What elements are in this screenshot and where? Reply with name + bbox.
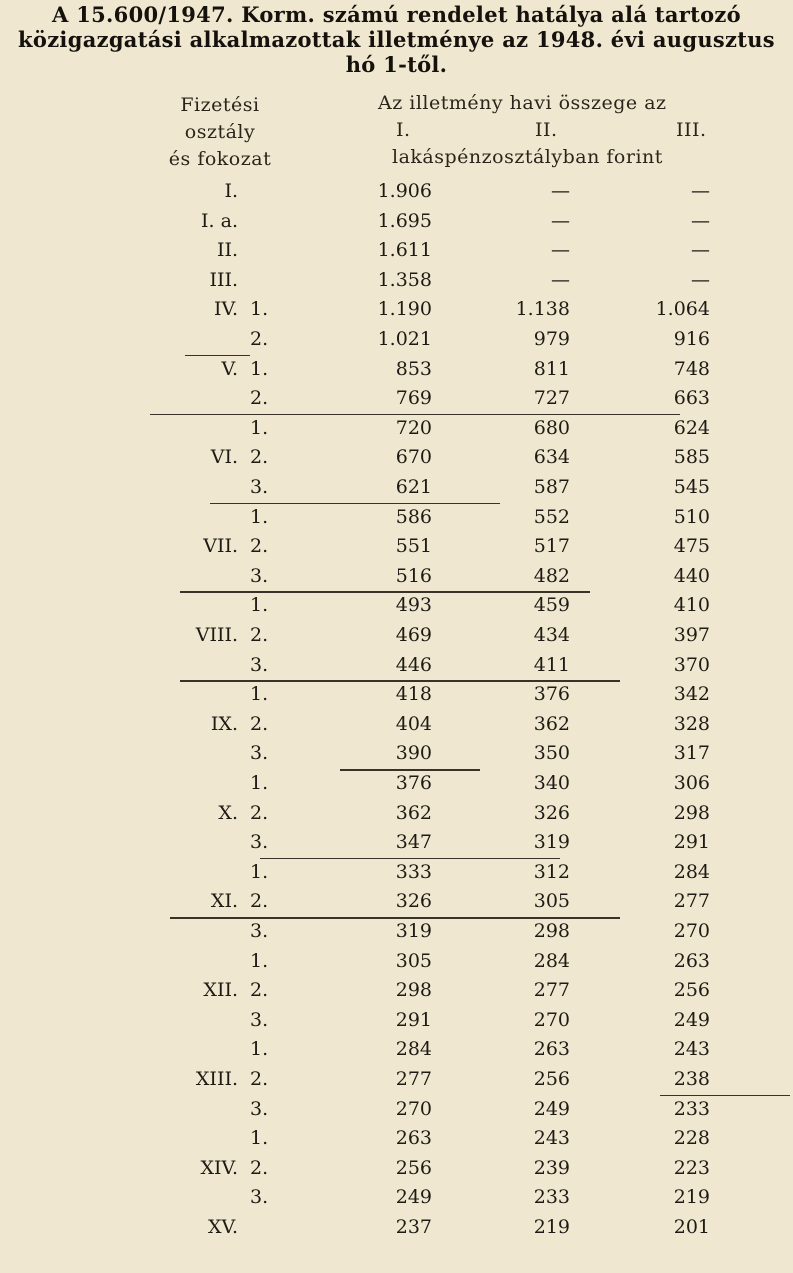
grade-class: IV. — [214, 298, 238, 321]
grade-step: 2. — [250, 890, 269, 913]
title-line-3: hó 1-től. — [345, 52, 448, 77]
title-line-1: A 15.600/1947. Korm. számú rendelet hatálya alá tartozó — [52, 2, 741, 27]
amount-class-2: 434 — [533, 624, 570, 646]
grade-step: 1. — [250, 594, 269, 617]
amount-class-2: 979 — [533, 328, 570, 350]
amount-class-2: 811 — [533, 357, 570, 380]
grade-step: 3. — [250, 831, 269, 854]
amount-class-3: 256 — [673, 979, 710, 1002]
grade-step: 2. — [250, 712, 269, 735]
amount-class-1: 670 — [395, 446, 432, 469]
amount-class-3: 291 — [673, 831, 710, 854]
amount-class-2: — — [551, 268, 570, 291]
grade-class: XIV. — [200, 1156, 238, 1179]
amount-class-1: 418 — [395, 683, 432, 706]
grade-class: I. a. — [201, 209, 238, 232]
table-row — [0, 178, 793, 208]
amount-class-3: 342 — [673, 683, 710, 706]
amount-class-3: 243 — [673, 1038, 710, 1061]
amount-class-2: 298 — [533, 920, 570, 942]
grade-step: 3. — [250, 653, 269, 676]
amount-class-2: 340 — [533, 772, 570, 794]
amount-class-2: 312 — [533, 860, 570, 883]
table-row — [0, 208, 793, 238]
header-left-line-3: és fokozat — [168, 148, 272, 170]
grade-class: VI. — [210, 446, 238, 469]
amount-class-3: 585 — [673, 446, 710, 469]
amount-class-2: 326 — [533, 801, 570, 824]
amount-class-1: 249 — [395, 1186, 432, 1209]
grade-step: 3. — [250, 920, 269, 942]
amount-class-1: 551 — [395, 535, 432, 558]
amount-class-2: 305 — [533, 890, 570, 913]
amount-class-3: 748 — [673, 357, 710, 380]
amount-class-1: 305 — [395, 949, 432, 972]
grade-step: 3. — [250, 1008, 269, 1031]
table-row — [0, 356, 793, 386]
table-row — [0, 326, 793, 356]
title-line-2: közigazgatási alkalmazottak illetménye az 1948. évi augusztus — [18, 27, 775, 52]
amount-class-2: 587 — [533, 476, 570, 498]
amount-class-2: 319 — [533, 831, 570, 854]
amount-class-3: 298 — [673, 801, 710, 824]
grade-class: IX. — [210, 712, 238, 735]
amount-class-2: 233 — [533, 1186, 570, 1209]
grade-step: 1. — [250, 860, 269, 883]
amount-class-1: 720 — [395, 416, 432, 439]
amount-class-3: 663 — [673, 387, 710, 410]
amount-class-2: 219 — [533, 1216, 570, 1238]
amount-class-1: 376 — [395, 772, 432, 794]
separator-line — [660, 1095, 790, 1097]
amount-class-2: 362 — [533, 712, 570, 735]
amount-class-1: 319 — [395, 920, 432, 942]
amount-class-1: 270 — [395, 1097, 432, 1120]
separator-line — [180, 591, 590, 593]
amount-class-1: 362 — [395, 801, 432, 824]
grade-step: 1. — [250, 949, 269, 972]
table-row — [0, 444, 793, 474]
amount-class-3: 317 — [673, 742, 710, 765]
amount-class-2: 243 — [533, 1127, 570, 1150]
amount-class-3: 397 — [673, 624, 710, 646]
table-row — [0, 1007, 793, 1037]
grade-class: XII. — [203, 979, 238, 1002]
grade-class: VII. — [203, 535, 238, 558]
amount-class-3: 1.064 — [655, 298, 710, 321]
amount-class-3: 249 — [673, 1008, 710, 1031]
amount-class-2: — — [551, 239, 570, 262]
grade-step: 1. — [250, 1127, 269, 1150]
amount-class-1: 586 — [395, 505, 432, 528]
table-row — [0, 1066, 793, 1096]
amount-class-1: 853 — [395, 357, 432, 380]
amount-class-1: 284 — [395, 1038, 432, 1061]
amount-class-3: 219 — [673, 1186, 710, 1209]
grade-step: 1. — [250, 416, 269, 439]
table-row — [0, 237, 793, 267]
amount-class-1: 291 — [395, 1008, 432, 1031]
grade-step: 2. — [250, 624, 269, 646]
amount-class-1: 1.611 — [377, 239, 432, 262]
amount-class-1: 347 — [395, 831, 432, 854]
separator-line — [170, 917, 620, 919]
table-row — [0, 652, 793, 682]
table-row — [0, 770, 793, 800]
table-row — [0, 385, 793, 415]
table-row — [0, 622, 793, 652]
table-row — [0, 267, 793, 297]
grade-step: 1. — [250, 683, 269, 706]
amount-class-1: 256 — [395, 1156, 432, 1179]
table-row — [0, 592, 793, 622]
grade-class: XI. — [210, 890, 238, 913]
amount-class-2: 376 — [533, 683, 570, 706]
amount-class-2: 1.138 — [515, 298, 570, 321]
amount-class-3: 624 — [673, 416, 710, 439]
amount-class-1: 1.021 — [377, 328, 432, 350]
table-row — [0, 948, 793, 978]
grade-step: 1. — [250, 357, 269, 380]
grade-step: 3. — [250, 742, 269, 765]
amount-class-1: 469 — [395, 624, 432, 646]
grade-class: XV. — [208, 1216, 238, 1238]
grade-class: X. — [218, 801, 238, 824]
amount-class-3: — — [691, 180, 710, 202]
amount-class-3: 410 — [673, 594, 710, 617]
amount-class-3: — — [691, 209, 710, 232]
amount-class-1: 1.695 — [377, 209, 432, 232]
amount-class-2: — — [551, 180, 570, 202]
amount-class-2: 727 — [533, 387, 570, 410]
grade-step: 2. — [250, 387, 269, 410]
separator-line — [210, 503, 500, 505]
header-subtitle: lakáspénzosztályban forint — [392, 146, 663, 168]
amount-class-2: 256 — [533, 1068, 570, 1090]
amount-class-1: 446 — [395, 653, 432, 676]
grade-step: 3. — [250, 564, 269, 587]
table-row — [0, 681, 793, 711]
amount-class-3: 233 — [673, 1097, 710, 1120]
separator-line — [185, 355, 250, 357]
amount-class-1: 1.190 — [377, 298, 432, 321]
table-row — [0, 415, 793, 445]
table-row — [0, 563, 793, 593]
header-col-1: I. — [396, 119, 411, 141]
amount-class-2: 350 — [533, 742, 570, 765]
amount-class-3: — — [691, 268, 710, 291]
grade-class: II. — [216, 239, 238, 262]
amount-class-2: 680 — [533, 416, 570, 439]
amount-class-3: 916 — [673, 328, 710, 350]
header-left-line-2: osztály — [184, 121, 256, 143]
header-left-line-1: Fizetési — [180, 94, 260, 116]
grade-step: 1. — [250, 505, 269, 528]
amount-class-1: 516 — [395, 564, 432, 587]
grade-class: VIII. — [195, 624, 238, 646]
amount-class-2: 634 — [533, 446, 570, 469]
grade-step: 2. — [250, 801, 269, 824]
table-row — [0, 1155, 793, 1185]
grade-step: 1. — [250, 298, 269, 321]
amount-class-1: 769 — [395, 387, 432, 410]
amount-class-1: 390 — [395, 742, 432, 765]
header-col-2: II. — [535, 119, 558, 141]
table-row — [0, 504, 793, 534]
amount-class-3: 270 — [673, 920, 710, 942]
grade-class: XIII. — [195, 1068, 238, 1090]
grade-step: 2. — [250, 979, 269, 1002]
amount-class-3: 510 — [673, 505, 710, 528]
amount-class-3: 263 — [673, 949, 710, 972]
table-row — [0, 740, 793, 770]
amount-class-3: 440 — [673, 564, 710, 587]
table-row — [0, 1096, 793, 1126]
amount-class-1: 1.906 — [377, 180, 432, 202]
amount-class-1: 277 — [395, 1068, 432, 1090]
amount-class-3: 328 — [673, 712, 710, 735]
table-row — [0, 711, 793, 741]
amount-class-2: 552 — [533, 505, 570, 528]
table-row — [0, 1036, 793, 1066]
table-row — [0, 977, 793, 1007]
table-row — [0, 1214, 793, 1244]
grade-step: 3. — [250, 1186, 269, 1209]
amount-class-3: 284 — [673, 860, 710, 883]
grade-step: 3. — [250, 476, 269, 498]
amount-class-3: 228 — [673, 1127, 710, 1150]
table-row — [0, 918, 793, 948]
amount-class-2: 239 — [533, 1156, 570, 1179]
amount-class-1: 237 — [395, 1216, 432, 1238]
grade-step: 2. — [250, 1156, 269, 1179]
amount-class-3: 223 — [673, 1156, 710, 1179]
table-row — [0, 800, 793, 830]
amount-class-1: 621 — [395, 476, 432, 498]
amount-class-1: 404 — [395, 712, 432, 735]
amount-class-1: 263 — [395, 1127, 432, 1150]
amount-class-3: 238 — [673, 1068, 710, 1090]
amount-class-1: 326 — [395, 890, 432, 913]
amount-class-2: 277 — [533, 979, 570, 1002]
amount-class-2: 482 — [533, 564, 570, 587]
grade-step: 2. — [250, 446, 269, 469]
amount-class-3: — — [691, 239, 710, 262]
amount-class-1: 1.358 — [377, 268, 432, 291]
grade-class: III. — [209, 268, 238, 291]
amount-class-2: 459 — [533, 594, 570, 617]
amount-class-1: 493 — [395, 594, 432, 617]
table-row — [0, 829, 793, 859]
amount-class-2: 517 — [533, 535, 570, 558]
grade-step: 3. — [250, 1097, 269, 1120]
table-row — [0, 888, 793, 918]
amount-class-3: 201 — [673, 1216, 710, 1238]
amount-class-2: 411 — [533, 653, 570, 676]
grade-class: I. — [224, 180, 238, 202]
amount-class-1: 298 — [395, 979, 432, 1002]
amount-class-3: 277 — [673, 890, 710, 913]
table-row — [0, 1184, 793, 1214]
separator-line — [180, 680, 620, 682]
amount-class-2: — — [551, 209, 570, 232]
grade-step: 1. — [250, 1038, 269, 1061]
table-row — [0, 1125, 793, 1155]
document-title — [0, 2, 793, 77]
amount-class-3: 475 — [673, 535, 710, 558]
grade-step: 2. — [250, 1068, 269, 1090]
amount-class-3: 306 — [673, 772, 710, 794]
amount-class-2: 249 — [533, 1097, 570, 1120]
amount-class-2: 263 — [533, 1038, 570, 1061]
table-row — [0, 474, 793, 504]
header-amount-title: Az illetmény havi összege az — [378, 92, 667, 114]
separator-line — [340, 769, 480, 771]
table-row — [0, 859, 793, 889]
amount-class-3: 370 — [673, 653, 710, 676]
header-grade-column — [150, 92, 290, 173]
amount-class-3: 545 — [673, 476, 710, 498]
grade-step: 2. — [250, 535, 269, 558]
grade-class: V. — [221, 357, 238, 380]
table-row — [0, 296, 793, 326]
amount-class-2: 270 — [533, 1008, 570, 1031]
grade-step: 2. — [250, 328, 269, 350]
header-col-3: III. — [676, 119, 707, 141]
table-row — [0, 533, 793, 563]
grade-step: 1. — [250, 772, 269, 794]
amount-class-1: 333 — [395, 860, 432, 883]
amount-class-2: 284 — [533, 949, 570, 972]
separator-line — [150, 414, 680, 416]
separator-line — [260, 858, 560, 860]
